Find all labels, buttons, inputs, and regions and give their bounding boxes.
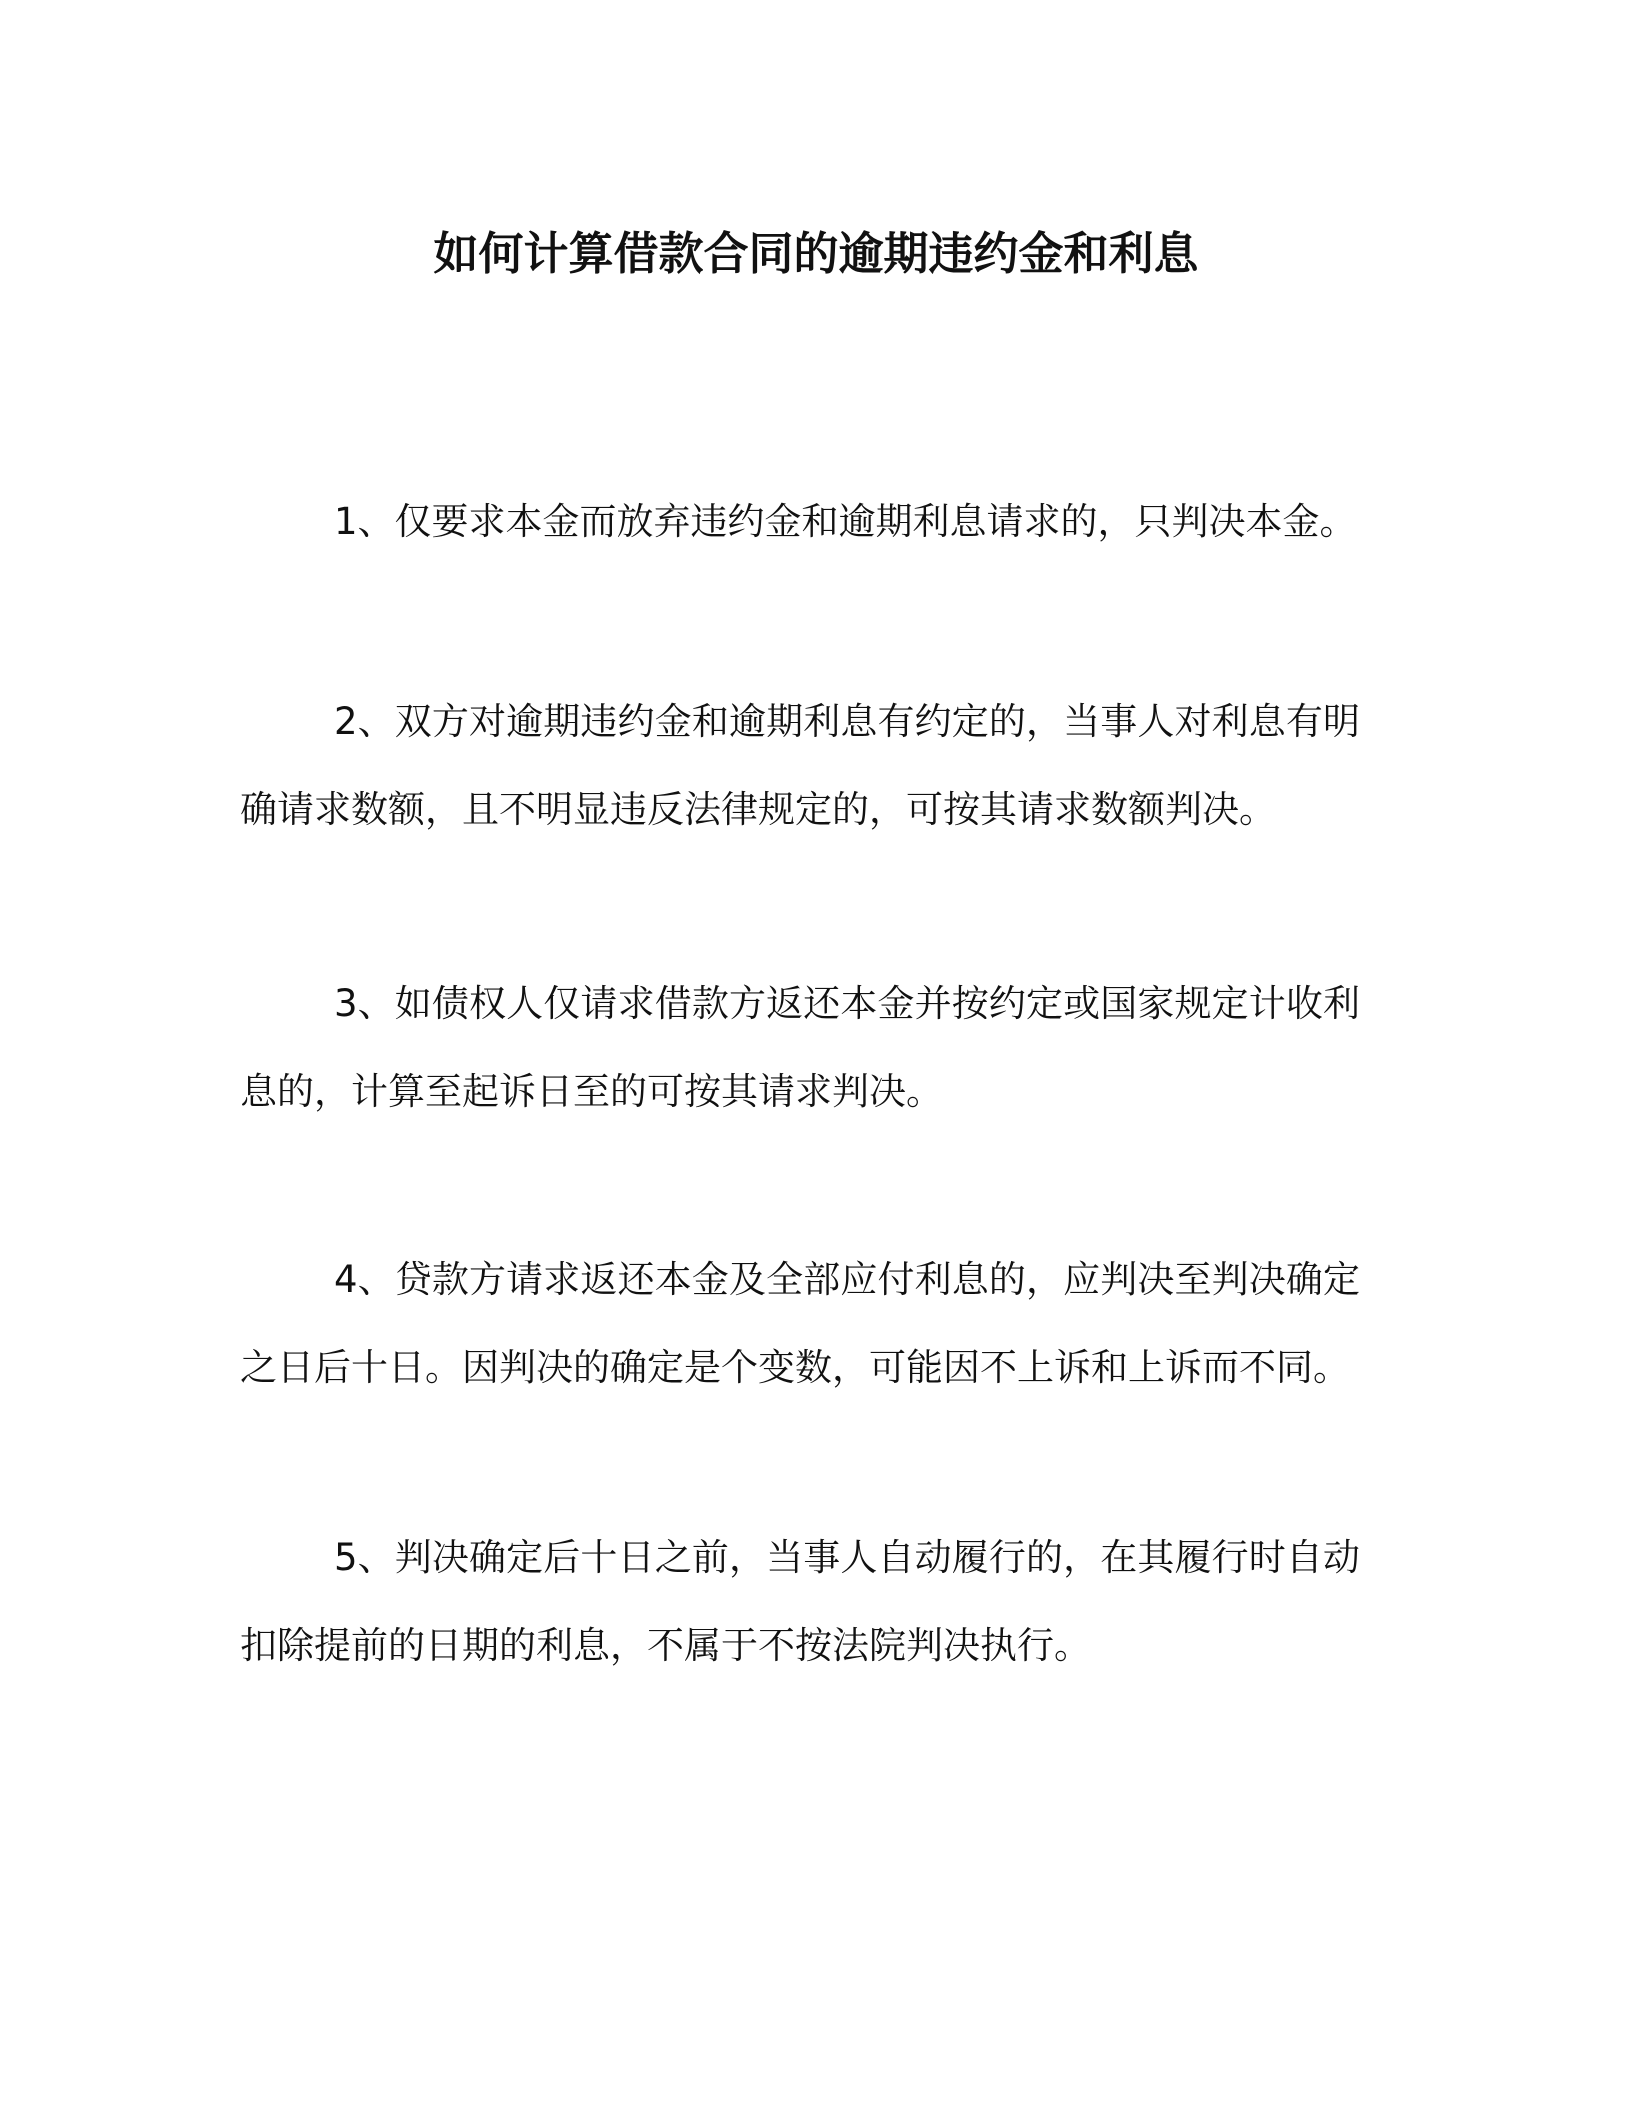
paragraph-4: 4、贷款方请求返还本金及全部应付利息的，应判决至判决确定之日后十日。因判决的确定是个变数，可能因不上诉和上诉而不同。 <box>240 1258 1360 1389</box>
paragraph-5: 5、判决确定后十日之前，当事人自动履行的，在其履行时自动扣除提前的日期的利息，不属于不按法院判决执行。 <box>240 1536 1360 1667</box>
document-title: 如何计算借款合同的逾期违约金和利息 <box>433 227 1199 280</box>
paragraph-3: 3、如债权人仅请求借款方返还本金并按约定或国家规定计收利息的，计算至起诉日至的可按其请求判决。 <box>240 982 1360 1113</box>
paragraph-1: 1、仅要求本金而放弃违约金和逾期利息请求的，只判决本金。 <box>334 500 1357 543</box>
paragraph-2: 2、双方对逾期违约金和逾期利息有约定的，当事人对利息有明确请求数额，且不明显违反法律规定的，可按其请求数额判决。 <box>240 700 1360 831</box>
